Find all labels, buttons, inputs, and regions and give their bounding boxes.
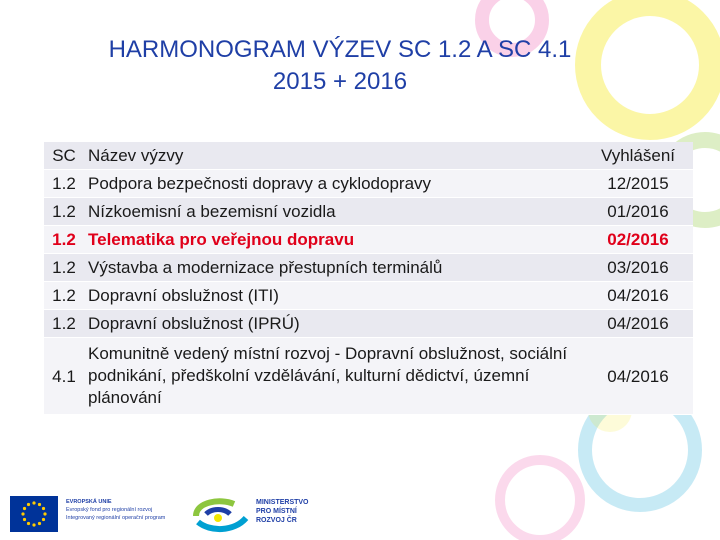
header-date: Vyhlášení bbox=[583, 142, 693, 170]
table-row bbox=[44, 310, 693, 338]
ministry-logo-text bbox=[256, 498, 309, 525]
row-sc: 1.2 bbox=[44, 170, 84, 198]
header-sc: SC bbox=[44, 142, 84, 170]
eu-logo-line-2: Evropský fond pro regionální rozvoj bbox=[66, 507, 153, 513]
row-name: Výstavba a modernizace přestupních terminálů bbox=[84, 254, 583, 282]
eu-logo-line-1: EVROPSKÁ UNIE bbox=[66, 499, 112, 505]
table-row bbox=[44, 338, 693, 415]
row-name: Dopravní obslužnost (IPRÚ) bbox=[84, 310, 583, 338]
row-name: Podpora bezpečnosti dopravy a cyklodopravy bbox=[84, 170, 583, 198]
row-sc: 1.2 bbox=[44, 282, 84, 310]
table-row bbox=[44, 198, 693, 226]
footer-logos bbox=[0, 488, 720, 540]
ministry-logo-line-2: PRO MÍSTNÍ bbox=[256, 508, 297, 515]
table-row bbox=[44, 282, 693, 310]
row-sc: 1.2 bbox=[44, 310, 84, 338]
title-line-1: HARMONOGRAM VÝZEV SC 1.2 A SC 4.1 bbox=[108, 36, 572, 63]
row-sc: 1.2 bbox=[44, 198, 84, 226]
row-date: 03/2016 bbox=[583, 254, 693, 282]
row-sc: 4.1 bbox=[44, 338, 84, 415]
row-name: Dopravní obslužnost (ITI) bbox=[84, 282, 583, 310]
row-name: Komunitně vedený místní rozvoj - Dopravní obslužnost, sociální podnikání, předškolní vzdělávání, kulturní dědictví, územní plánování bbox=[84, 338, 583, 415]
row-date: 04/2016 bbox=[583, 310, 693, 338]
row-sc: 1.2 bbox=[44, 226, 84, 254]
calls-schedule-table bbox=[44, 142, 693, 415]
row-date: 04/2016 bbox=[583, 338, 693, 415]
row-date: 12/2015 bbox=[583, 170, 693, 198]
row-date: 02/2016 bbox=[583, 226, 693, 254]
row-sc: 1.2 bbox=[44, 254, 84, 282]
ministry-logo-line-3: ROZVOJ ČR bbox=[256, 517, 297, 524]
ministry-logo-line-1: MINISTERSTVO bbox=[256, 499, 309, 506]
slide-title bbox=[60, 34, 620, 98]
table-row bbox=[44, 170, 693, 198]
eu-logo-text bbox=[66, 498, 186, 522]
table-header-row bbox=[44, 142, 693, 170]
row-date: 01/2016 bbox=[583, 198, 693, 226]
title-line-2: 2015 + 2016 bbox=[272, 68, 408, 95]
row-name: Nízkoemisní a bezemisní vozidla bbox=[84, 198, 583, 226]
table-row bbox=[44, 254, 693, 282]
row-name: Telematika pro veřejnou dopravu bbox=[84, 226, 583, 254]
table-row-highlighted bbox=[44, 226, 693, 254]
header-name: Název výzvy bbox=[84, 142, 583, 170]
eu-flag-icon bbox=[10, 496, 58, 532]
eu-logo-line-3: Integrovaný regionální operační program bbox=[66, 515, 166, 521]
ministry-logo-icon bbox=[190, 492, 252, 536]
row-date: 04/2016 bbox=[583, 282, 693, 310]
